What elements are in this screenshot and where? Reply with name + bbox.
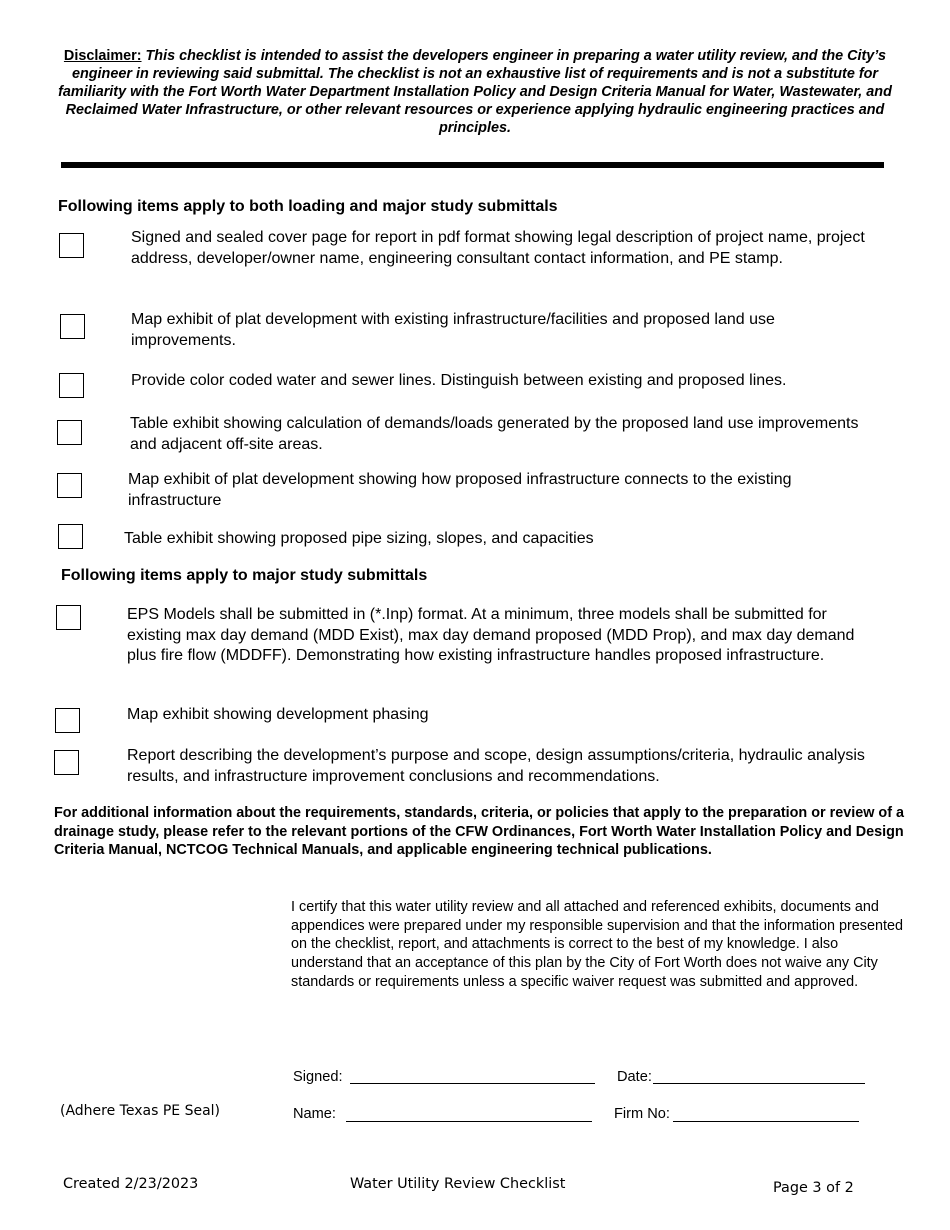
date-line[interactable] (653, 1083, 865, 1084)
checkbox-report[interactable] (54, 750, 79, 775)
checkbox-phasing[interactable] (55, 708, 80, 733)
checklist-item-phasing: Map exhibit showing development phasing (127, 706, 429, 723)
footer-created-date: Created 2/23/2023 (63, 1176, 199, 1192)
checkbox-pipe-sizing[interactable] (58, 524, 83, 549)
checkbox-eps-models[interactable] (56, 605, 81, 630)
date-label: Date: (617, 1069, 652, 1085)
signed-line[interactable] (350, 1083, 595, 1084)
checkbox-map-existing[interactable] (60, 314, 85, 339)
pe-seal-note: (Adhere Texas PE Seal) (60, 1103, 220, 1119)
checklist-item-eps-models: EPS Models shall be submitted in (*.Inp) format. At a minimum, three models shall be submitted for existing max day demand (MDD Exist), max day demand proposed (MDD Prop), and max day demand plus fire flow (MDDFF). Demonstrating how existing infrastructure handles proposed infrastructure. (127, 606, 855, 664)
checklist-item-map-existing: Map exhibit of plat development with existing infrastructure/facilities and proposed land use improvements. (131, 311, 775, 349)
checkbox-map-connects[interactable] (57, 473, 82, 498)
checklist-item-color-coded: Provide color coded water and sewer lines. Distinguish between existing and proposed lines. (131, 372, 787, 389)
certification-statement: I certify that this water utility review and all attached and referenced exhibits, documents and appendices were prepared under my responsible supervision and that the information presented on the checklist, report, and attachments is correct to the best of my knowledge. I also understand that an acceptance of this plan by the City of Fort Worth does not waive any City standards or requirements unless a specific waiver request was submitted and approved. (291, 899, 903, 990)
footer-page-number: Page 3 of 2 (773, 1180, 854, 1196)
checkbox-color-coded[interactable] (59, 373, 84, 398)
footer-document-title: Water Utility Review Checklist (350, 1176, 566, 1192)
checklist-item-report: Report describing the development’s purpose and scope, design assumptions/criteria, hydraulic analysis results, and infrastructure improvement conclusions and recommendations. (127, 747, 865, 785)
checklist-item-map-connects: Map exhibit of plat development showing how proposed infrastructure connects to the existing infrastructure (128, 471, 792, 509)
checkbox-demands-table[interactable] (57, 420, 82, 445)
checklist-item-pipe-sizing: Table exhibit showing proposed pipe sizing, slopes, and capacities (124, 530, 594, 547)
disclaimer-text: This checklist is intended to assist the developers engineer in preparing a water utility review, and the City’s engineer in reviewing said submittal. The checklist is not an exhaustive list of requirements and is not a substitute for familiarity with the Fort Worth Water Department Installation Policy and Design Criteria Manual for Water, Wastewater, and Reclaimed Water Infrastructure, or other relevant resources or experience applying hydraulic engineering practices and principles. (58, 48, 892, 136)
checklist-item-cover-page: Signed and sealed cover page for report in pdf format showing legal description of project name, project address, developer/owner name, engineering consultant contact information, and PE stamp. (131, 229, 865, 267)
divider (61, 162, 884, 168)
section-heading-major: Following items apply to major study submittals (61, 567, 428, 584)
signed-label: Signed: (293, 1069, 343, 1085)
name-label: Name: (293, 1106, 336, 1122)
firm-no-label: Firm No: (614, 1106, 670, 1122)
disclaimer (45, 47, 905, 137)
name-line[interactable] (346, 1121, 592, 1122)
checkbox-cover-page[interactable] (59, 233, 84, 258)
checklist-item-demands-table: Table exhibit showing calculation of demands/loads generated by the proposed land use improvements and adjacent off-site areas. (130, 415, 859, 453)
section-heading-both: Following items apply to both loading and major study submittals (58, 198, 558, 215)
disclaimer-label: Disclaimer: (63, 48, 142, 64)
firm-no-line[interactable] (673, 1121, 859, 1122)
additional-info-note: For additional information about the requirements, standards, criteria, or policies that apply to the preparation or review of a drainage study, please refer to the relevant portions of the CFW Ordinances, Fort Worth Water Installation Policy and Design Criteria Manual, NCTCOG Technical Manuals, and applicable engineering technical publications. (54, 805, 904, 859)
